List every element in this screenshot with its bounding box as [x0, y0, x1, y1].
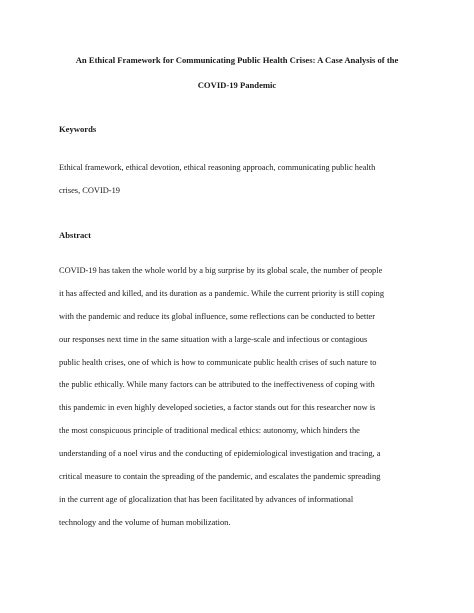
abstract-line: technology and the volume of human mobilization.: [59, 517, 231, 527]
abstract-line: COVID-19 has taken the whole world by a big surprise by its global scale, the number of people: [59, 266, 383, 275]
abstract-heading: Abstract: [59, 230, 91, 240]
keywords-line: crises, COVID-19: [59, 185, 120, 195]
abstract-line: critical measure to contain the spreading of the pandemic, and escalates the pandemic spreading: [59, 472, 381, 482]
abstract-line: it has affected and killed, and its duration as a pandemic. While the current priority is still coping: [59, 288, 385, 298]
paper-title-line-2: COVID-19 Pandemic: [197, 80, 277, 90]
keywords-text: [59, 157, 419, 203]
keywords-heading: Keywords: [59, 124, 97, 134]
abstract-line: understanding of a noel virus and the conducting of epidemiological investigation and tracing, a: [59, 449, 381, 459]
abstract-line: in the current age of glocalization that has been facilitated by advances of informational: [59, 494, 354, 504]
paper-title-line-1: An Ethical Framework for Communicating Public Health Crises: A Case Analysis of the: [75, 55, 399, 65]
abstract-line: public health crises, one of which is how to communicate public health crises of such nature to: [59, 357, 377, 367]
abstract-line: our responses next time in the same situation with a large-scale and infectious or contagious: [59, 334, 368, 344]
abstract-text: [59, 260, 419, 535]
abstract-line: the public ethically. While many factors can be attributed to the ineffectiveness of coping with: [59, 380, 375, 390]
abstract-line: with the pandemic and reduce its global influence, some reflections can be conducted to better: [59, 311, 376, 321]
abstract-line: the most conspicuous principle of traditional medical ethics: autonomy, which hinders the: [59, 426, 360, 436]
abstract-line: this pandemic in even highly developed societies, a factor stands out for this researcher now is: [59, 403, 376, 413]
keywords-line: Ethical framework, ethical devotion, ethical reasoning approach, communicating public health: [59, 163, 376, 172]
